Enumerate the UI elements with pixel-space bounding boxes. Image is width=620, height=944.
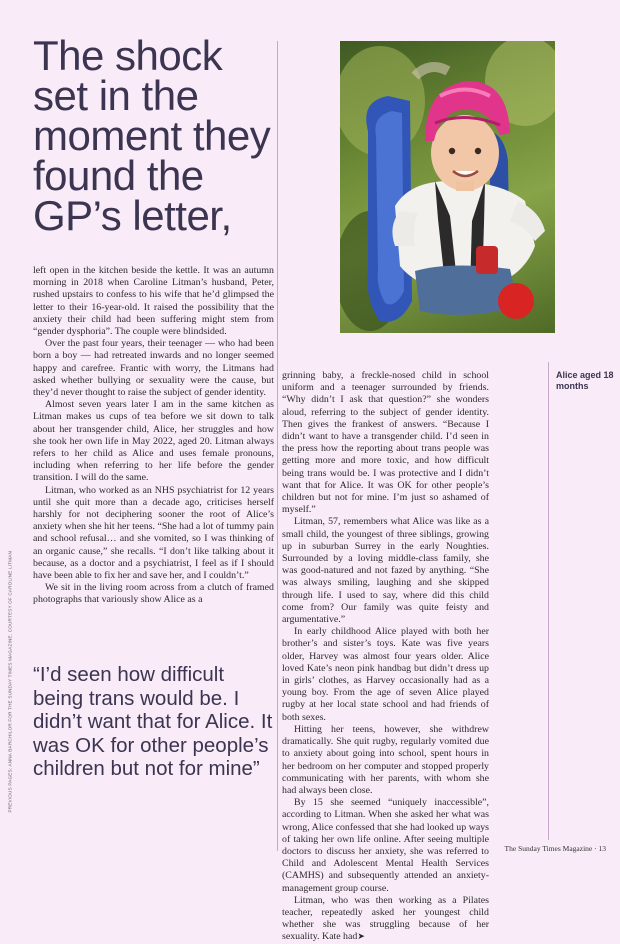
paragraph: We sit in the living room across from a clutch of framed photographs that variously show Alice as a <box>33 582 274 606</box>
continue-arrow-icon: ➤ <box>357 932 365 943</box>
photo <box>340 41 555 333</box>
paragraph: Hitting her teens, however, she withdrew dramatically. She quit rugby, regularly vomited due to anxiety about going into school, spent hours in her bedroom on her computer and stopped properly communicating with her parents, with whom she had always been close. <box>282 723 489 796</box>
paragraph: In early childhood Alice played with both her brother’s and sister’s toys. Kate was five years older, Harvey was almost four years older. Alice loved Kate’s neon pink handbag but didn’t dress up in girls’ clothes, as Harvey occasionally had as a young boy. From the age of seven Alice played rugby at her local state school and had friends of both sexes. <box>282 626 489 723</box>
paragraph: Litman, 57, remembers what Alice was like as a small child, the youngest of three siblings, growing up in suburban Surrey in the early Noughties. Surrounded by a loving middle-class family, she was good-natured and not fazed by anything. “She was always smiling, laughing and she skipped through life. I used to say, where did this child come from? Our family was quite feisty and argumentative.” <box>282 516 489 626</box>
photo-caption: Alice aged 18 months <box>556 370 614 391</box>
photo-credit: PREVIOUS PAGES: ANNA BARCHILOR FOR THE SUNDAY TIMES MAGAZINE. COURTESY OF CAROLINE LITMAN <box>7 551 13 813</box>
page-footer: The Sunday Times Magazine · 13 <box>504 844 606 853</box>
headline: The shock set in the moment they found the GP’s letter, <box>33 32 271 239</box>
paragraph-text: Litman, who was then working as a Pilates teacher, repeatedly asked her youngest child whether she was struggling because of her sexuality. Kate had <box>282 894 489 943</box>
body-column-2 <box>282 370 489 944</box>
paragraph: grinning baby, a freckle-nosed child in school uniform and a teenager surrounded by friends. “Why didn’t I ask that question?” she wonders aloud, referring to the subject of gender identity. Then gives the frankest of answers. “Because I didn’t want to have a transgender child. I’d seen in the press how the reporting about trans people was getting more and more toxic, and how difficult being trans would be. I was protective and I didn’t want that for Alice. It was OK for other people’s children but not for mine. I’m just so ashamed of myself.” <box>282 370 489 516</box>
paragraph-last <box>282 895 489 944</box>
paragraph: Litman, who worked as an NHS psychiatrist for 12 years until she quit more than a decade ago, criticises herself harshly for not deciphering sooner the root of Alice’s anxiety when she hit her teens. “She had a lot of tummy pain and school refusal… and she vomited, so I was thinking of an organic cause,” she recalls. “I don’t like talking about it because, as a doctor and a psychiatrist, I feel as if I should have been able to fix her and save her, and I couldn’t.” <box>33 484 274 582</box>
pull-quote: “I’d seen how difficult being trans would be. I didn’t want that for Alice. It was OK for other people’s children but not for mine” <box>33 663 273 780</box>
column-rule-2 <box>548 362 549 840</box>
paragraph: By 15 she seemed “uniquely inaccessible”, according to Litman. When she asked her what was wrong, Alice confessed that she had looked up ways of taking her own life online. After seeing multiple doctors to discuss her anxiety, she was referred to Child and Adolescent Mental Health Services (CAMHS) and subsequently attended an anxiety-management group course. <box>282 797 489 894</box>
body-column-1 <box>33 265 274 607</box>
paragraph: Almost seven years later I am in the same kitchen as Litman makes us cups of tea before we sit down to talk about her transgender child, Alice, her struggles and how she took her own life in May 2022, aged 20. Litman always refers to her child as Alice and uses female pronouns, including when referring to her life before the gender transition. I will do the same. <box>33 399 274 484</box>
paragraph: left open in the kitchen beside the kettle. It was an autumn morning in 2018 when Caroline Litman’s husband, Peter, rushed upstairs to confess to his wife that he’d glimpsed the letter to their 16-year-old. It raised the possibility that the anxiety their child had been suffering might stem from “gender dysphoria”. The couple were blindsided. <box>33 265 274 338</box>
photo-child-in-bike-seat-icon <box>340 41 555 333</box>
paragraph: Over the past four years, their teenager — who had been born a boy — had retreated inwards and no longer seemed happy and carefree. Frantic with worry, the Litmans had asked whether bullying or sexuality were the cause, but they’d never thought to raise the subject of gender identity. <box>33 338 274 399</box>
